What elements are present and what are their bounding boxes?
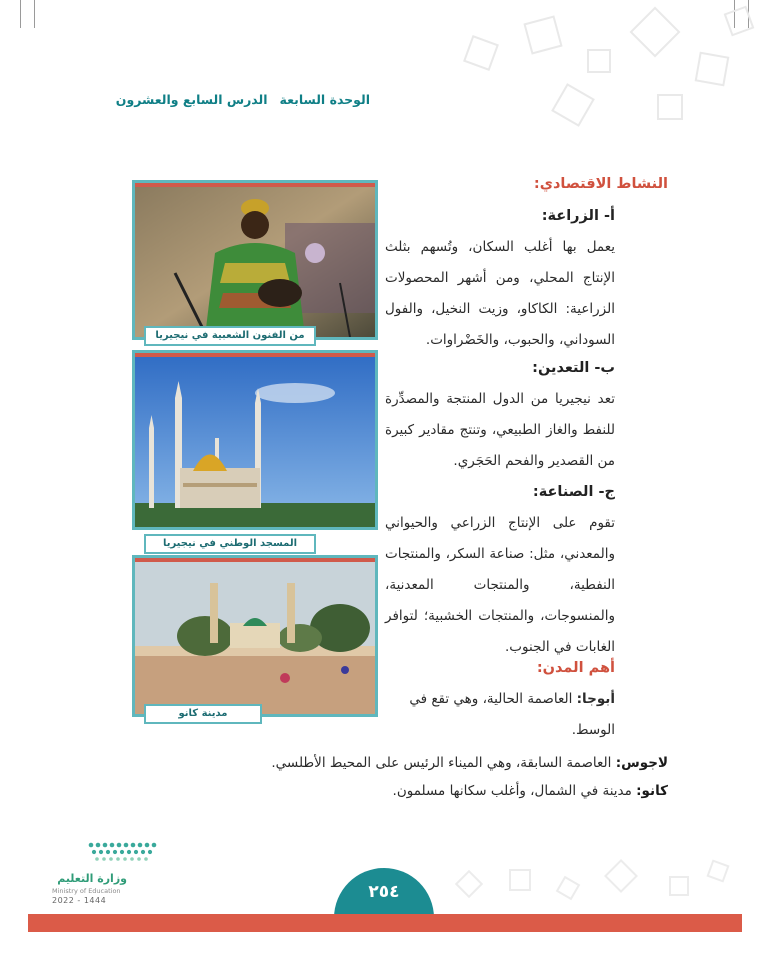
kano-photo [132,555,378,717]
ministry-year: 2022 - 1444 [52,896,107,905]
mining-heading: ب- التعدين: [532,360,615,376]
lagos-name: لاجوس: [615,755,668,771]
crop-mark [34,0,35,28]
industry-heading: ج- الصناعة: [532,484,615,500]
caption-folk-arts: من الفنون الشعبية في نيجيريا [144,326,316,346]
folk-arts-photo [132,180,378,340]
caption-kano: مدينة كانو [144,704,262,724]
industry-body: تقوم على الإنتاج الزراعي والحيواني والمعدني، مثل: صناعة السكر، والمنتجات النفطية، والمنتجات المعدنية، والمنسوجات، والمنتجات الخشبية؛ لتوافر الغابات في الجنوب. [385,515,615,655]
section-title: النشاط الاقتصادي: [533,176,668,192]
unit-label: الوحدة السابعة [279,91,370,107]
crop-mark [20,0,21,28]
agriculture-body: يعمل بها أغلب السكان، وتُسهم بثلث الإنتاج المحلي، ومن أشهر المحصولات الزراعية: الكاكاو، وزيت النخيل، والفول السوداني، والحبوب، والخَضْراوات. [385,239,615,348]
lagos-line [271,748,668,778]
kano-desc: مدينة في الشمال، وأغلب سكانها مسلمون. [392,783,632,799]
abuja-paragraph [385,684,615,746]
footer-bar [28,914,742,932]
kano-name: كانو: [636,783,668,799]
ministry-logo [52,840,162,906]
background-pattern [438,0,768,160]
folk-arts-image [135,183,375,337]
agriculture-heading: أ- الزراعة: [541,208,615,224]
abuja-desc: العاصمة الحالية، وهي تقع في [409,691,573,707]
mosque-photo [132,350,378,530]
ministry-name: وزارة التعليم [57,872,127,885]
lagos-desc: العاصمة السابقة، وهي الميناء الرئيس على المحيط الأطلسي. [271,755,612,771]
mining-body: تعد نيجيريا من الدول المنتجة والمصدِّرة للنفط والغاز الطبيعي، وتنتج مقادير كبيرة من القصدير والفحم الحَجَري. [385,391,615,469]
lesson-label: الدرس السابع والعشرون [115,91,268,107]
ministry-name-en: Ministry of Education [52,887,121,895]
footer-pattern [440,855,740,915]
abuja-name: أبوجا: [576,691,615,707]
cities-heading: أهم المدن: [536,660,615,676]
abuja-desc-cont: الوسط. [571,722,615,738]
kano-image [135,558,375,714]
ministry-logo-icon [87,840,163,866]
page-header [115,88,370,110]
page-number: ٢٥٤ [368,882,400,902]
kano-line [393,776,668,806]
caption-mosque: المسجد الوطني في نيجيريا [144,534,316,554]
mosque-image [135,353,375,527]
